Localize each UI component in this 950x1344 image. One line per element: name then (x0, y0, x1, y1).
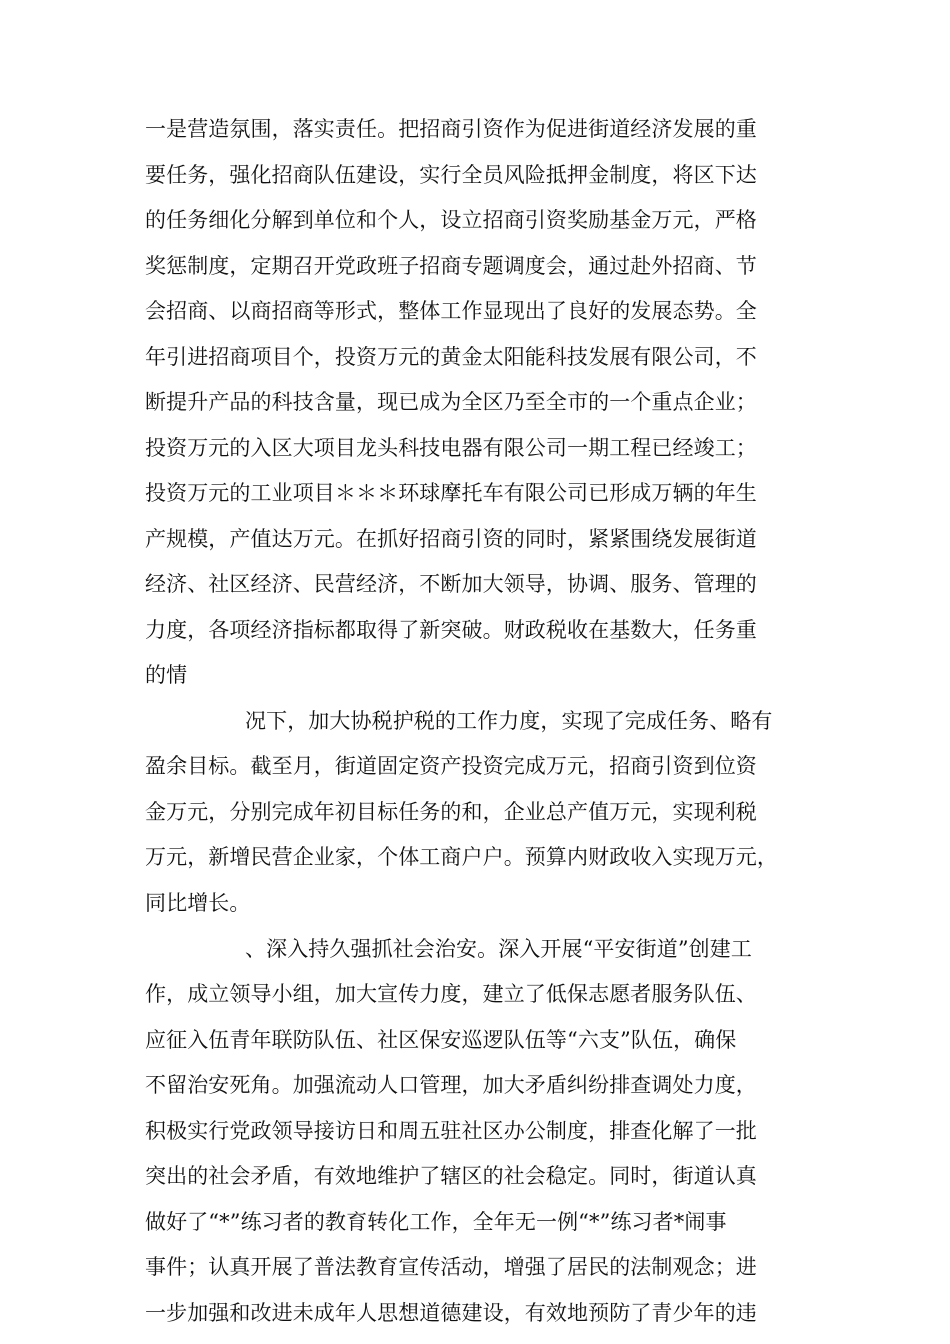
paragraph-3-line: 突出的社会矛盾，有效地维护了辖区的社会稳定。同时，街道认真 (145, 1164, 757, 1188)
paragraph-1-line: 力度，各项经济指标都取得了新突破。财政税收在基数大，任务重 (145, 618, 757, 642)
paragraph-1-line: 的情 (145, 663, 188, 687)
paragraph-1-line: 一是营造氛围，落实责任。把招商引资作为促进街道经济发展的重 (145, 117, 757, 141)
paragraph-1-line: 投资万元的入区大项目龙头科技电器有限公司一期工程已经竣工； (145, 436, 757, 460)
paragraph-1-line: 经济、社区经济、民营经济，不断加大领导，协调、服务、管理的 (145, 572, 757, 596)
paragraph-3-line: 应征入伍青年联防队伍、社区保安巡逻队伍等“六支”队伍，确保 (145, 1028, 737, 1052)
paragraph-3-line: 积极实行党政领导接访日和周五驻社区办公制度，排查化解了一批 (145, 1119, 757, 1143)
paragraph-3-line: 不留治安死角。加强流动人口管理，加大矛盾纠纷排查调处力度， (145, 1073, 757, 1097)
paragraph-1-line: 会招商、以商招商等形式，整体工作显现出了良好的发展态势。全 (145, 299, 757, 323)
paragraph-3-line: 一步加强和改进未成年人思想道德建设，有效地预防了青少年的违 (145, 1301, 757, 1325)
paragraph-2-line: 万元，新增民营企业家，个体工商户户。预算内财政收入实现万元， (145, 845, 778, 869)
paragraph-1-line: 要任务，强化招商队伍建设，实行全员风险抵押金制度，将区下达 (145, 163, 757, 187)
paragraph-3-line: 作，成立领导小组，加大宣传力度，建立了低保志愿者服务队伍、 (145, 982, 757, 1006)
paragraph-1-line: 产规模，产值达万元。在抓好招商引资的同时，紧紧围绕发展街道 (145, 527, 757, 551)
paragraph-2-line: 盈余目标。截至月，街道固定资产投资完成万元，招商引资到位资 (145, 754, 757, 778)
paragraph-2-line: 同比增长。 (145, 891, 251, 915)
paragraph-1-line: 断提升产品的科技含量，现已成为全区乃至全市的一个重点企业； (145, 390, 757, 414)
paragraph-2-line: 金万元，分别完成年初目标任务的和，企业总产值万元，实现利税 (145, 800, 757, 824)
paragraph-1-line: 的任务细化分解到单位和个人，设立招商引资奖励基金万元，严格 (145, 208, 757, 232)
paragraph-3-line: 做好了“*”练习者的教育转化工作，全年无一例“*”练习者*闹事 (145, 1210, 727, 1234)
paragraph-1-line: 年引进招商项目个，投资万元的黄金太阳能科技发展有限公司，不 (145, 345, 757, 369)
paragraph-3-line: 、深入持久强抓社会治安。深入开展“平安街道”创建工 (245, 937, 752, 961)
paragraph-3-line: 事件；认真开展了普法教育宣传活动，增强了居民的法制观念；进 (145, 1255, 757, 1279)
paragraph-2-line: 况下，加大协税护税的工作力度，实现了完成任务、略有 (245, 709, 773, 733)
paragraph-1-line: 奖惩制度，定期召开党政班子招商专题调度会，通过赴外招商、节 (145, 254, 757, 278)
paragraph-1-line: 投资万元的工业项目＊＊＊环球摩托车有限公司已形成万辆的年生 (145, 481, 757, 505)
